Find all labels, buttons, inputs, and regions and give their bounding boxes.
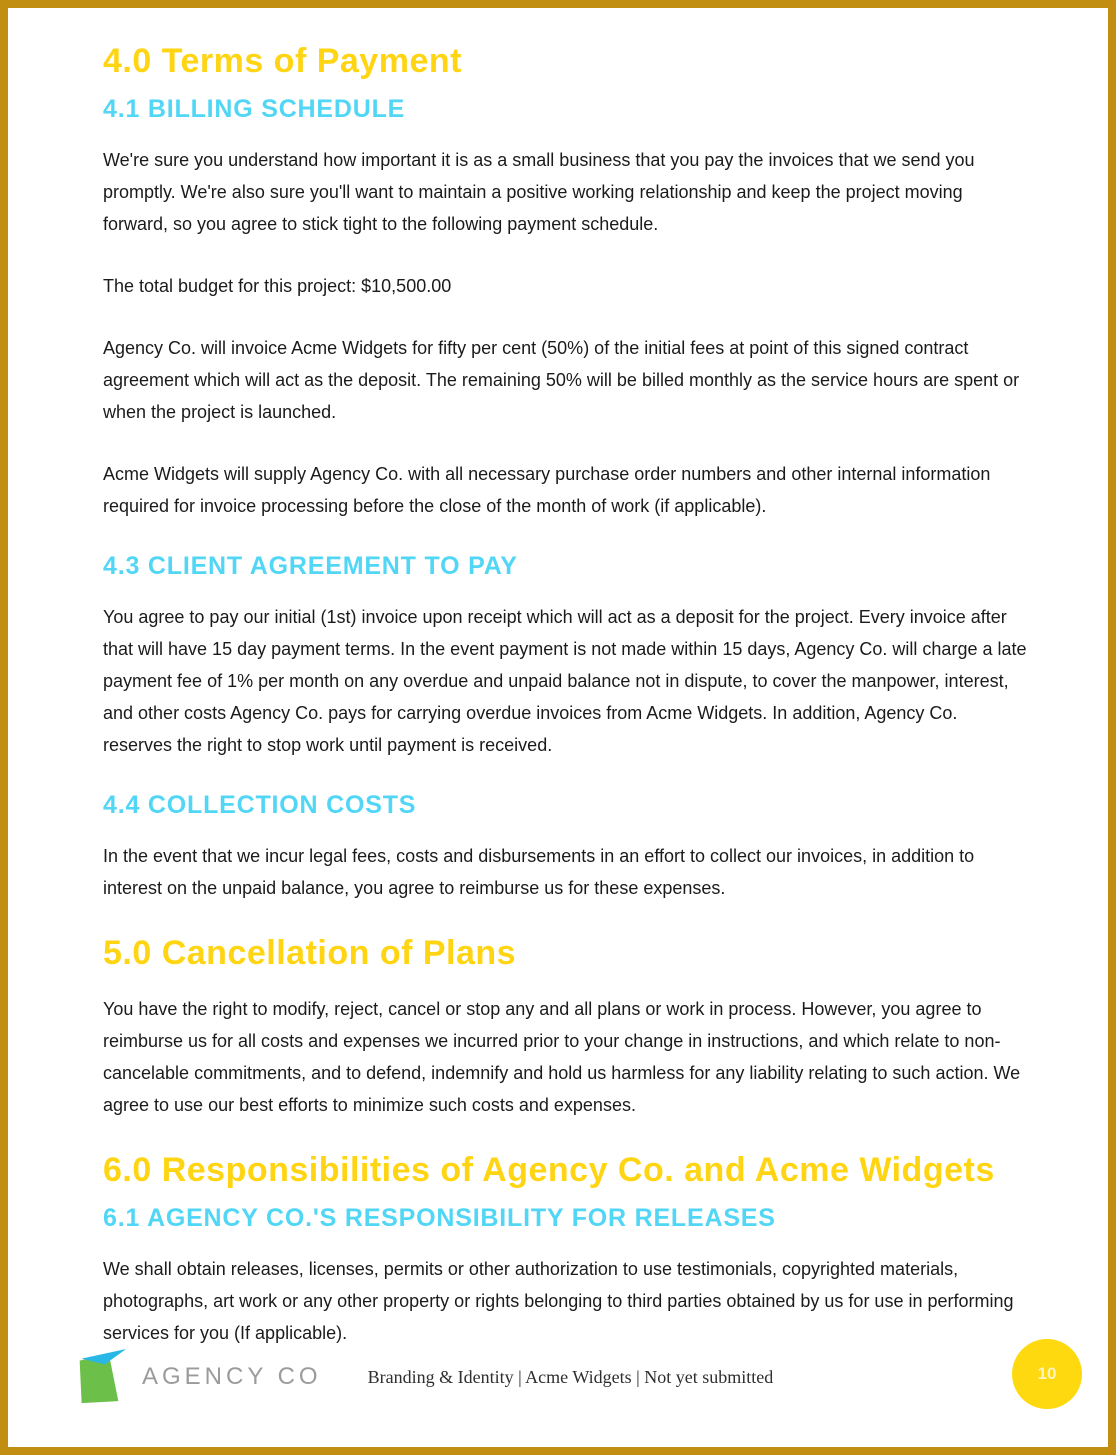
paragraph-invoice-terms: Agency Co. will invoice Acme Widgets for fifty per cent (50%) of the initial fees at point of this signed contract agreement which will act as the deposit. The remaining 50% will be billed monthly as the service hours are spent or when the project is launched. bbox=[103, 338, 1020, 422]
subsection-heading-4-1: 4.1 BILLING SCHEDULE bbox=[103, 95, 406, 123]
section-heading-6-0: 6.0 Responsibilities of Agency Co. and Acme Widgets bbox=[103, 1151, 995, 1189]
footer-breadcrumb: Branding & Identity | Acme Widgets | Not yet submitted bbox=[367, 1366, 774, 1387]
paragraph-billing-intro: We're sure you understand how important it is as a small business that you pay the invoices that we send you promptly. We're also sure you'll want to maintain a positive working relationship and keep the project moving forward, so you agree to stick tight to the following payment schedule. bbox=[103, 150, 975, 234]
subsection-heading-6-1: 6.1 AGENCY CO.'S RESPONSIBILITY FOR RELEASES bbox=[103, 1204, 776, 1232]
paragraph-agreement-to-pay: You agree to pay our initial (1st) invoice upon receipt which will act as a deposit for the project. Every invoice after that will have 15 day payment terms. In the event payment is not made within 15 days, Agency Co. will charge a late payment fee of 1% per month on any overdue and unpaid balance not in dispute, to cover the manpower, interest, and other costs Agency Co. pays for carrying overdue invoices from Acme Widgets. In addition, Agency Co. reserves the right to stop work until payment is received. bbox=[103, 607, 1027, 755]
paragraph-releases: We shall obtain releases, licenses, permits or other authorization to use testimonials, copyrighted materials, photographs, art work or any other property or rights belonging to third parties obtained by us for use in performing services for you (If applicable). bbox=[103, 1259, 1014, 1343]
subsection-heading-4-3: 4.3 CLIENT AGREEMENT TO PAY bbox=[103, 552, 518, 580]
document-content bbox=[8, 8, 1108, 1349]
page-number-badge: 10 bbox=[1012, 1339, 1082, 1409]
paragraph-collection-costs: In the event that we incur legal fees, costs and disbursements in an effort to collect our invoices, in addition to interest on the unpaid balance, you agree to reimburse us for these expenses. bbox=[103, 846, 975, 898]
section-heading-4-0: 4.0 Terms of Payment bbox=[103, 42, 462, 80]
paragraph-cancellation: You have the right to modify, reject, cancel or stop any and all plans or work in process. However, you agree to reimburse us for all costs and expenses we incurred prior to your change in instructions, and which relate to non-cancelable commitments, and to defend, indemnify and hold us harmless for any liability relating to such action. We agree to use our best efforts to minimize such costs and expenses. bbox=[103, 999, 1021, 1115]
paragraph-purchase-orders: Acme Widgets will supply Agency Co. with all necessary purchase order numbers and other internal information required for invoice processing before the close of the month of work (if applicable). bbox=[103, 464, 991, 516]
subsection-heading-4-4: 4.4 COLLECTION COSTS bbox=[103, 791, 417, 819]
paragraph-total-budget: The total budget for this project: $10,500.00 bbox=[103, 276, 452, 296]
page-footer bbox=[70, 1337, 1082, 1417]
agency-logo-icon bbox=[70, 1346, 128, 1408]
section-heading-5-0: 5.0 Cancellation of Plans bbox=[103, 934, 517, 972]
brand-name: AGENCY CO bbox=[142, 1363, 322, 1390]
